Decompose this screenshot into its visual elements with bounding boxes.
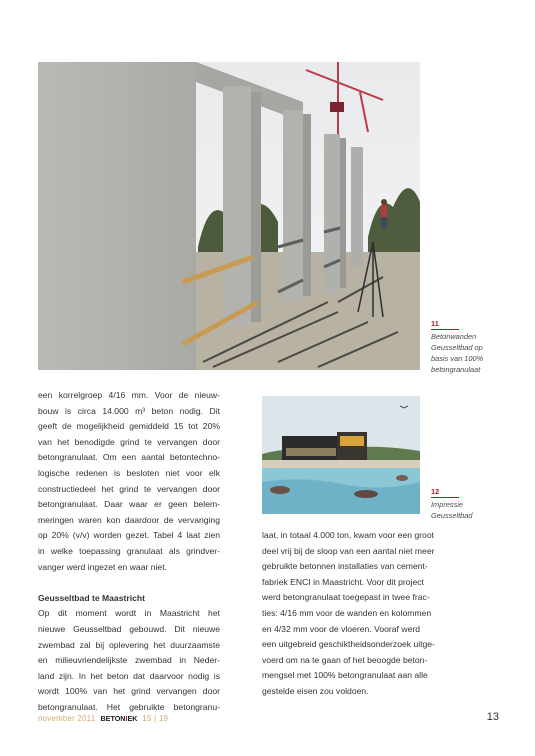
text-line: ties: 4/16 mm voor de wanden en kolommen [262,607,432,618]
text-line: voerd om na te gaan of het beoogde beton- [262,654,428,665]
caption-line: basis van 100% [431,354,484,363]
concrete-walls-illustration [38,62,420,370]
text-line: betongranulaat. Om een aantal betontechno- [38,452,220,463]
page-footer [38,714,168,723]
caption-line: Geusseltbad [431,511,473,520]
paragraph-1 [38,388,220,575]
text-line: een uitgebreid geschiktheidsonderzoek uitge- [262,639,435,650]
text-line: mengsel met 100% betongranulaat aan alle [262,670,428,681]
photo-concrete-walls [38,62,420,370]
text-line: wordt 100% van het grind vervangen door [38,686,220,697]
text-line: constructiedeel het grind te vervangen door [38,483,220,494]
text-line: gebruikte betonnen installaties van cement- [262,561,428,572]
text-line: meringen waren kon daardoor de vervanging [38,514,220,525]
text-line: gestelde eisen zou voldoen. [262,685,369,696]
figure-number: 11 [431,319,459,330]
text-line: op 20% (v/v) worden gezet. Tabel 4 laat zien [38,530,220,541]
text-line: Op dit moment wordt in Maastricht het [38,608,220,619]
left-text-column [38,388,220,715]
text-line: betongranulaat. Het gebruikte betongranu- [38,701,220,712]
text-line: en milieuvriendelijkste zwembad in Neder- [38,655,220,666]
text-line: werd betongranulaat toegepast in twee frac- [262,592,430,603]
pool-illustration [262,396,420,514]
text-line: een korrelgroep 4/16 mm. Voor de nieuw- [38,390,220,400]
paragraph-2 [38,606,220,715]
figure-12-caption [431,486,527,521]
text-line: geeft de mogelijkheid gemiddeld 15 tot 20% [38,421,220,432]
right-text-column [262,528,435,700]
caption-line: Impressie [431,500,464,509]
text-line: in welke toepassing granulaat als grindver- [38,545,220,556]
text-line: fabriek ENCI in Maastricht. Voor dit project [262,576,424,587]
text-line: bouw is circa 14.000 m³ beton nodig. Dit [38,405,220,416]
caption-line: betongranulaat [431,365,481,374]
text-line: laat, in totaal 4.000 ton, kwam voor een groot [262,530,434,540]
figure-11-caption [431,318,527,375]
photo-geusseltbad-impression [262,396,420,514]
text-line: vanger werd ingezet en waar niet. [38,561,167,572]
issue-date: november 2011 [38,714,96,723]
text-line: zwembad zal bij oplevering het duurzaamste [38,639,220,650]
caption-line: Betonwanden [431,332,477,341]
section-heading: Geusseltbad te Maastricht [38,592,145,603]
magazine-logo: BETONIEK [100,714,138,723]
issue-number: 15 | 19 [142,714,169,723]
text-line: nieuwe Geusseltbad gebouwd. Dit nieuwe [38,623,220,634]
figure-number: 12 [431,487,459,498]
page-number: 13 [486,711,499,723]
text-line: land zijn. In het beton dat daarvoor nodig is [38,670,220,681]
text-line: en 4/32 mm voor de vloeren. Vooraf werd [262,623,420,634]
caption-line: Geusseltbad op [431,343,483,352]
text-line: logische redenen is besloten niet voor elk [38,467,220,478]
text-line: van het benodigde grind te vervangen door [38,436,220,447]
text-line: deel vrij bij de sloop van een aantal niet meer [262,545,435,556]
text-line: betongranulaat. Daar waar er geen belem- [38,499,220,510]
